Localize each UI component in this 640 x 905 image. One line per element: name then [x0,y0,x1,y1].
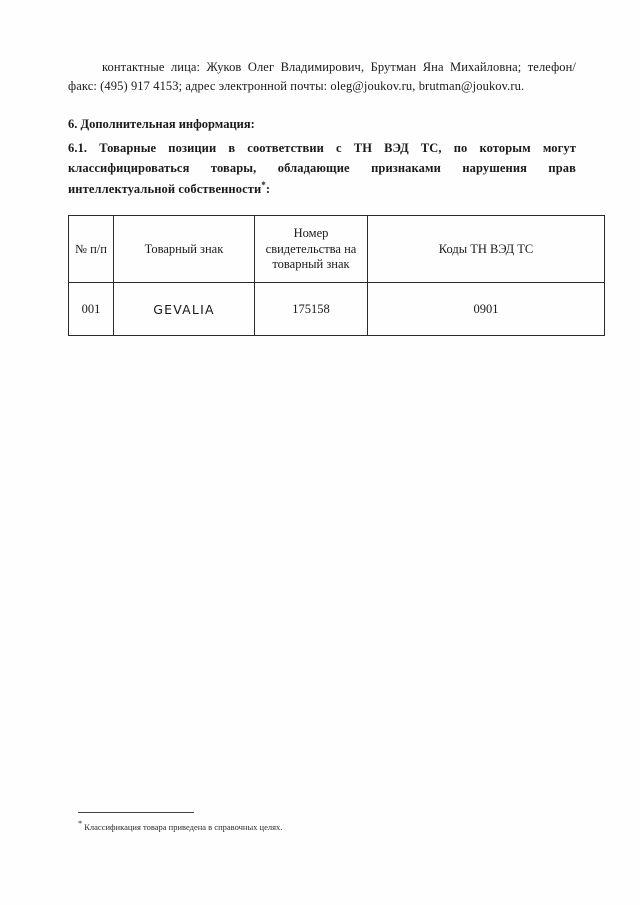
goods-table-head [69,216,605,283]
cell-number: 001 [69,283,114,336]
section-6-1-tail: : [265,182,271,197]
section-6-1-text: 6.1. Товарные позиции в соответствии с ТН ВЭД ТС, по которым могут классифицироваться товары, обладающие признаками нарушения прав интеллектуальной собственности [68,140,576,197]
footnote-separator [78,812,194,813]
column-header-certificate: Номер свидетельства на товарный знак [255,216,368,283]
cell-certificate: 175158 [255,283,368,336]
cell-codes: 0901 [368,283,605,336]
column-header-number: № п/п [69,216,114,283]
table-header-row [69,216,605,283]
goods-table [68,215,605,336]
contacts-paragraph: контактные лица: Жуков Олег Владимирович, Брутман Яна Михайловна; телефон/факс: (495) 917 4153; адрес электронной почты: oleg@joukov.ru, brutman@joukov.ru. [68,60,576,94]
footnote-mark: * [78,818,83,828]
section-6-1-paragraph [68,138,576,200]
section-heading-6: 6. Дополнительная информация: [68,116,255,131]
column-header-trademark: Товарный знак [114,216,255,283]
column-header-codes: Коды ТН ВЭД ТС [368,216,605,283]
table-row [69,283,605,336]
document-content [68,58,576,336]
footnote-reference-mark: * [261,180,266,190]
footnote [78,818,538,833]
goods-table-body [69,283,605,336]
footnote-text: Классификация товара приведена в справочных целях. [84,821,283,832]
cell-trademark: GEVALIA [114,283,255,336]
